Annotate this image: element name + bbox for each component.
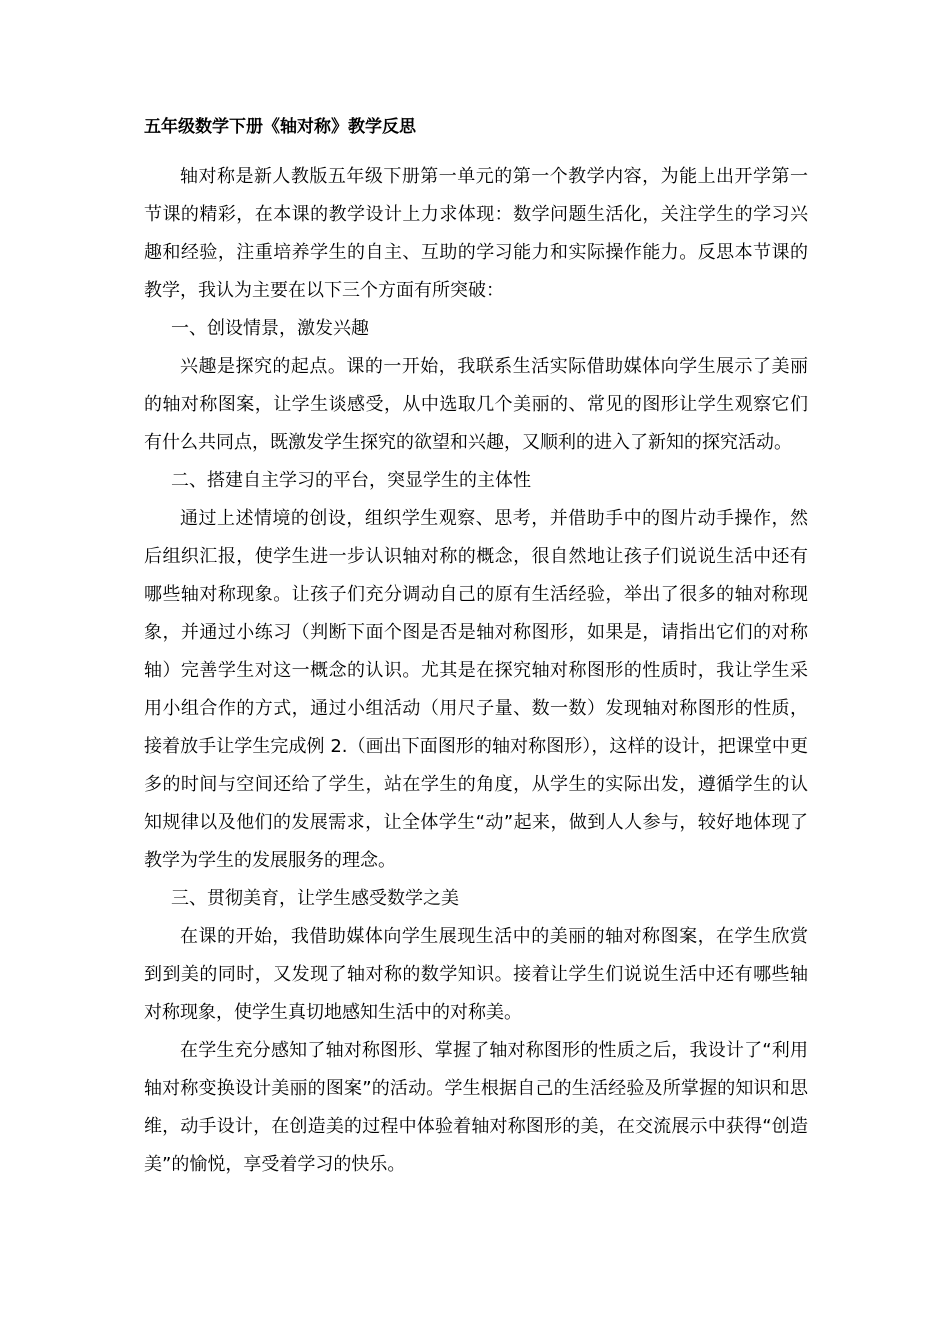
section-heading-3: 三、贯彻美育，让学生感受数学之美 — [171, 888, 459, 909]
paragraph-section-3a: 在课的开始，我借助媒体向学生展现生活中的美丽的轴对称图案，在学生欣赏到到美的同时，又发现了轴对称的数学知识。接着让学生们说说生活中还有哪些轴对称现象，使学生真切地感知生活中的对称美。 — [144, 926, 808, 1023]
paragraph-section-1: 兴趣是探究的起点。课的一开始，我联系生活实际借助媒体向学生展示了美丽的轴对称图案，让学生谈感受，从中选取几个美丽的、常见的图形让学生观察它们有什么共同点，既激发学生探究的欲望和兴趣，又顺利的进入了新知的探究活动。 — [144, 356, 808, 453]
document-page — [144, 112, 808, 1184]
section-heading-2: 二、搭建自主学习的平台，突显学生的主体性 — [171, 470, 531, 491]
section-heading-1: 一、创设情景，激发兴趣 — [171, 318, 369, 339]
paragraph-section-3b: 在学生充分感知了轴对称图形、掌握了轴对称图形的性质之后，我设计了“利用轴对称变换设计美丽的图案”的活动。学生根据自己的生活经验及所掌握的知识和思维，动手设计，在创造美的过程中体验着轴对称图形的美，在交流展示中获得“创造美”的愉悦，享受着学习的快乐。 — [144, 1040, 808, 1175]
paragraph-section-2: 通过上述情境的创设，组织学生观察、思考，并借助手中的图片动手操作，然后组织汇报，使学生进一步认识轴对称的概念，很自然地让孩子们说说生活中还有哪些轴对称现象。让孩子们充分调动自己的原有生活经验，举出了很多的轴对称现象，并通过小练习（判断下面个图是否是轴对称图形，如果是，请指出它们的对称轴）完善学生对这一概念的认识。尤其是在探究轴对称图形的性质时，我让学生采用小组合作的方式，通过小组活动（用尺子量、数一数）发现轴对称图形的性质，接着放手让学生完成例 2.（画出下面图形的轴对称图形），这样的设计，把课堂中更多的时间与空间还给了学生，站在学生的角度，从学生的实际出发，遵循学生的认知规律以及他们的发展需求，让全体学生“动”起来，做到人人参与，较好地体现了教学为学生的发展服务的理念。 — [144, 508, 808, 871]
document-title: 五年级数学下册《轴对称》教学反思 — [144, 117, 416, 137]
paragraph-intro: 轴对称是新人教版五年级下册第一单元的第一个教学内容，为能上出开学第一节课的精彩，在本课的教学设计上力求体现：数学问题生活化，关注学生的学习兴趣和经验，注重培养学生的自主、互助的学习能力和实际操作能力。反思本节课的教学，我认为主要在以下三个方面有所突破： — [144, 166, 808, 301]
